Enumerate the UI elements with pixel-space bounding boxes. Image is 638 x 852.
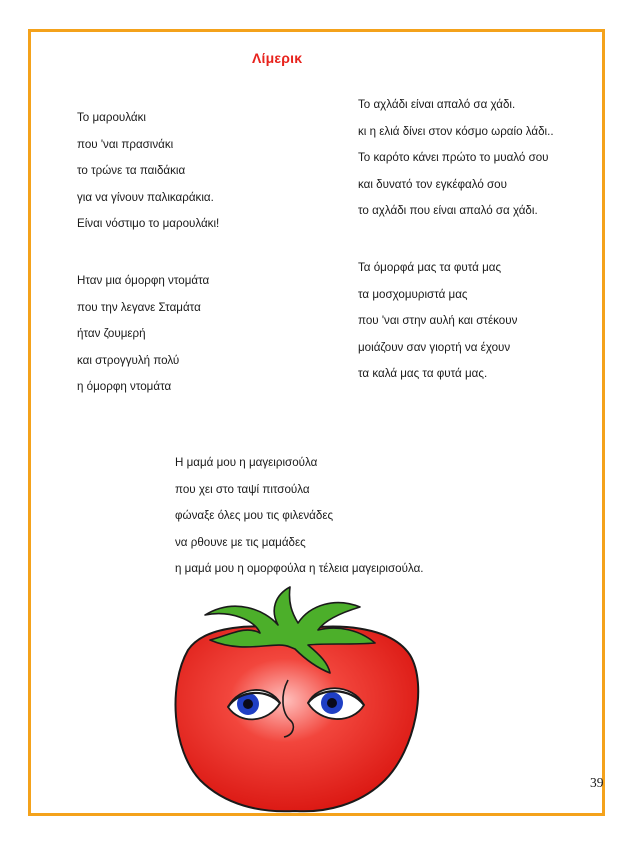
poem-line: Τα όμορφά μας τα φυτά μας: [358, 261, 502, 274]
poem-line: Ηταν μια όμορφη ντομάτα: [77, 274, 210, 287]
poem-line: κι η ελιά δίνει στον κόσμο ωραίο λάδι..: [358, 124, 554, 138]
poem-line: Το αχλάδι είναι απαλό σα χάδι.: [358, 98, 516, 111]
poem-line: τα καλά μας τα φυτά μας.: [358, 367, 488, 380]
poem-plants: [358, 255, 517, 388]
poem-line: το αχλάδι που είναι απαλό σα χάδι.: [358, 204, 538, 217]
poem-line: που 'ναι στην αυλή και στέκουν: [358, 314, 518, 327]
poem-line: που την λεγανε Σταμάτα: [77, 300, 201, 314]
poem-line: η μαμά μου η ομορφούλα η τέλεια μαγειρισούλα.: [175, 562, 424, 575]
poem-line: και δυνατό τον εγκέφαλό σου: [358, 177, 507, 191]
poem-line: φώναξε όλες μου τις φιλενάδες: [175, 509, 334, 522]
poem-line: για να γίνουν παλικαράκια.: [77, 190, 214, 204]
poem-line: που 'ναι πρασινάκι: [77, 137, 174, 151]
poem-tomato: [77, 268, 209, 401]
poem-line: Το μαρουλάκι: [77, 111, 146, 124]
tomato-body: [176, 627, 419, 812]
poem-line: που χει στο ταψί πιτσούλα: [175, 482, 310, 496]
poem-line: ήταν ζουμερή: [77, 327, 146, 340]
poem-line: τα μοσχομυριστά μας: [358, 287, 468, 301]
tomato-illustration: [160, 585, 430, 815]
poem-line: η όμορφη ντομάτα: [77, 380, 172, 393]
poem-pear: [358, 92, 554, 225]
poem-line: Η μαμά μου η μαγειρισούλα: [175, 456, 318, 469]
poem-line: μοιάζουν σαν γιορτή να έχουν: [358, 340, 511, 354]
poem-line: Το καρότο κάνει πρώτο το μυαλό σου: [358, 151, 549, 164]
poem-line: Είναι νόστιμο το μαρουλάκι!: [77, 217, 220, 230]
poem-line: να ρθουνε με τις μαμάδες: [175, 535, 306, 549]
page-title: Λίμερικ: [252, 50, 303, 66]
poem-line: το τρώνε τα παιδάκια: [77, 164, 186, 177]
poem-lettuce: [77, 105, 219, 238]
poem-mom-cook: [175, 450, 424, 583]
poem-line: και στρογγυλή πολύ: [77, 353, 180, 367]
page-number: 39: [590, 775, 604, 790]
